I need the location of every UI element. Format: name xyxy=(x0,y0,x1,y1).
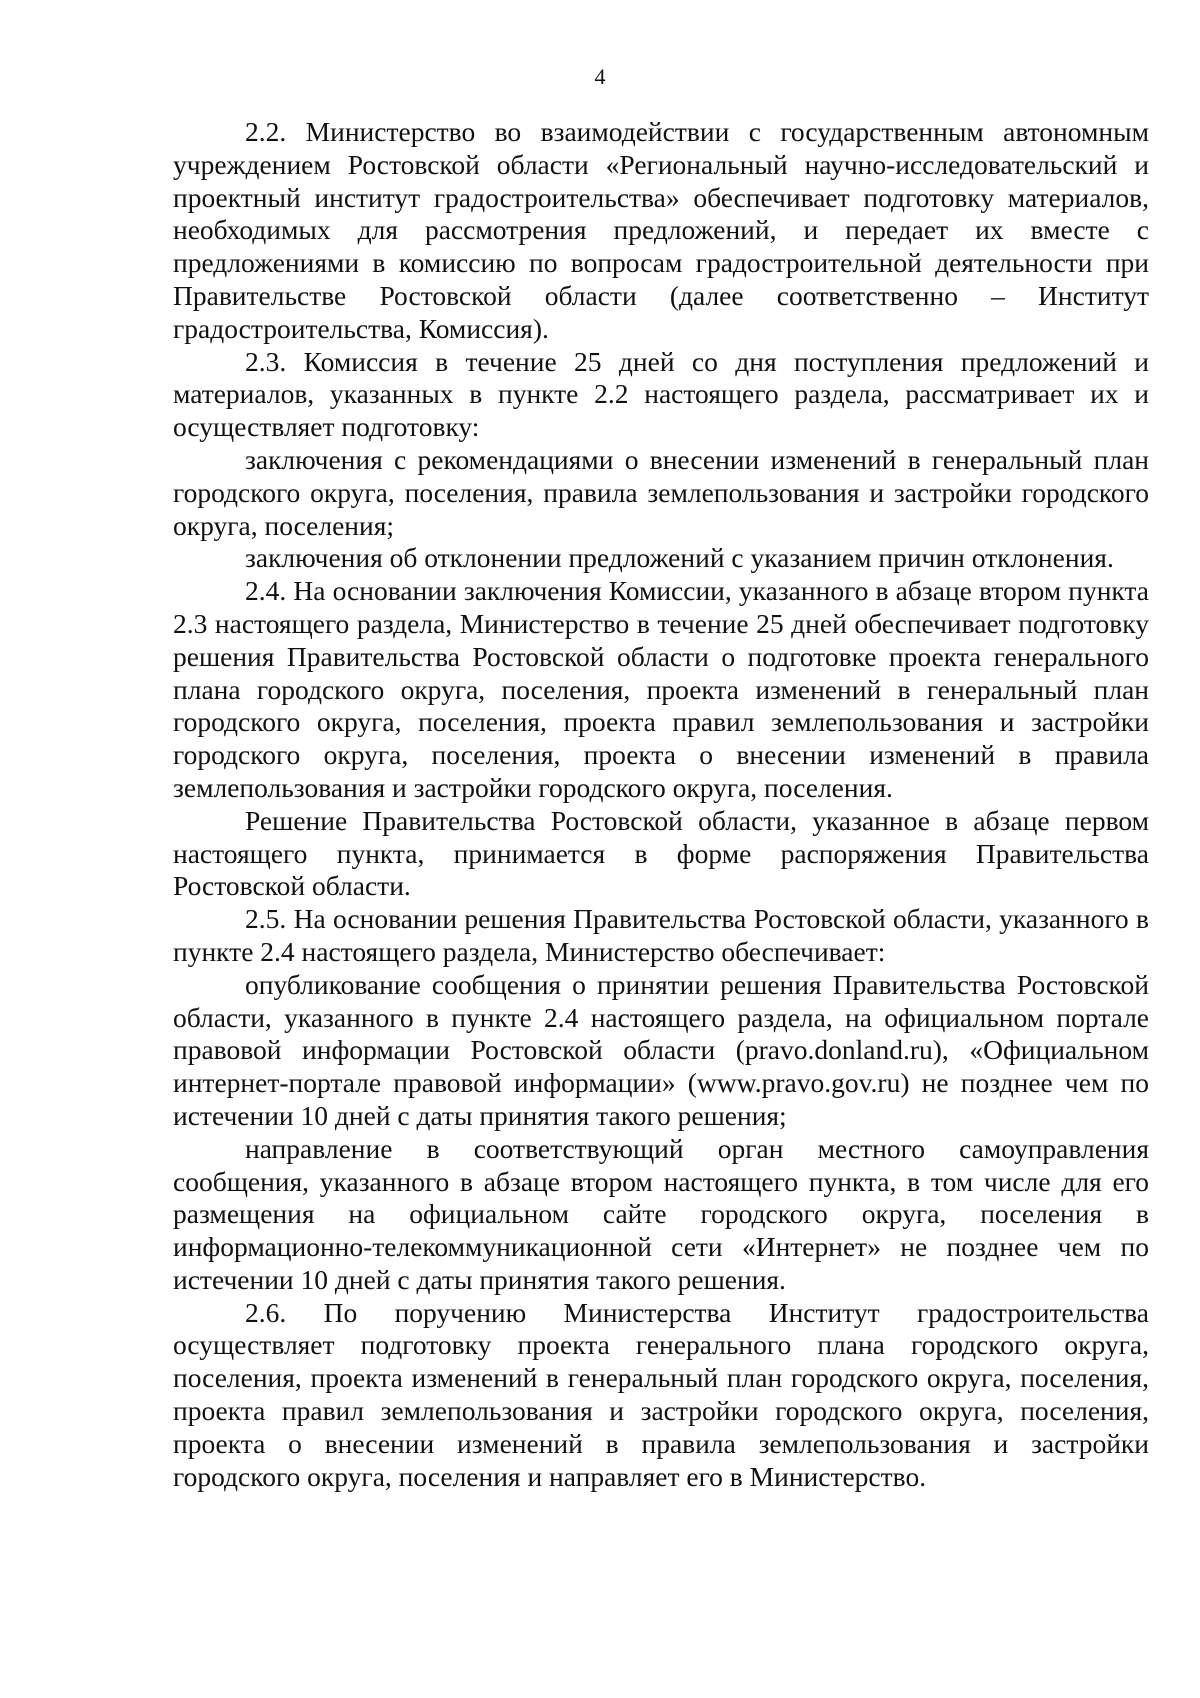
paragraph-2-3-item-recommendations: заключения с рекомендациями о внесении изменений в генеральный план городского округа, поселения, правила землепользования и застройки городского округа, поселения; xyxy=(173,443,1149,541)
page-number: 4 xyxy=(594,64,606,89)
paragraph-2-5: 2.5. На основании решения Правительства Ростовской области, указанного в пункте 2.4 настоящего раздела, Министерство обеспечивает: xyxy=(173,903,1149,967)
paragraph-2-2: 2.2. Министерство во взаимодействии с государственным автономным учреждением Ростовской области «Региональный научно-исследовательский и проектный институт градостроительства» обеспечивает подготовку материалов, необходимых для рассмотрения предложений, и передает их вместе с предложениями в комиссию по вопросам градостроительной деятельности при Правительстве Ростовской области (далее соответственно – Институт градостроительства, Комиссия). xyxy=(173,116,1149,344)
document-body xyxy=(173,116,1149,1493)
paragraph-2-3: 2.3. Комиссия в течение 25 дней со дня поступления предложений и материалов, указанных в пункте 2.2 настоящего раздела, рассматривает их и осуществляет подготовку: xyxy=(173,345,1149,443)
paragraph-2-5-item-publication: опубликование сообщения о принятии решения Правительства Ростовской области, указанного в пункте 2.4 настоящего раздела, на официальном портале правовой информации Ростовской области (pravo.donland.ru), «Официальном интернет-портале правовой информации» (www.pravo.gov.ru) не позднее чем по истечении 10 дней с даты принятия такого решения; xyxy=(173,968,1149,1131)
paragraph-2-4: 2.4. На основании заключения Комиссии, указанного в абзаце втором пункта 2.3 настоящего раздела, Министерство в течение 25 дней обеспечивает подготовку решения Правительства Ростовской области о подготовке проекта генерального плана городского округа, поселения, проекта изменений в генеральный план городского округа, поселения, проекта правил землепользования и застройки городского округа, поселения, проекта о внесении изменений в правила землепользования и застройки городского округа, поселения. xyxy=(173,575,1149,803)
paragraph-2-4-decision-form: Решение Правительства Ростовской области, указанное в абзаце первом настоящего пункта, принимается в форме распоряжения Правительства Ростовской области. xyxy=(173,804,1149,902)
paragraph-2-6: 2.6. По поручению Министерства Институт градостроительства осуществляет подготовку проекта генерального плана городского округа, поселения, проекта изменений в генеральный план городского округа, поселения, проекта правил землепользования и застройки городского округа, поселения, проекта о внесении изменений в правила землепользования и застройки городского округа, поселения и направляет его в Министерство. xyxy=(173,1296,1149,1492)
paragraph-2-3-item-rejection: заключения об отклонении предложений с указанием причин отклонения. xyxy=(245,542,1114,574)
paragraph-2-5-item-direction: направление в соответствующий орган местного самоуправления сообщения, указанного в абзаце втором настоящего пункта, в том числе для его размещения на официальном сайте городского округа, поселения в информационно-телекоммуникационной сети «Интернет» не позднее чем по истечении 10 дней с даты принятия такого решения. xyxy=(173,1132,1149,1295)
